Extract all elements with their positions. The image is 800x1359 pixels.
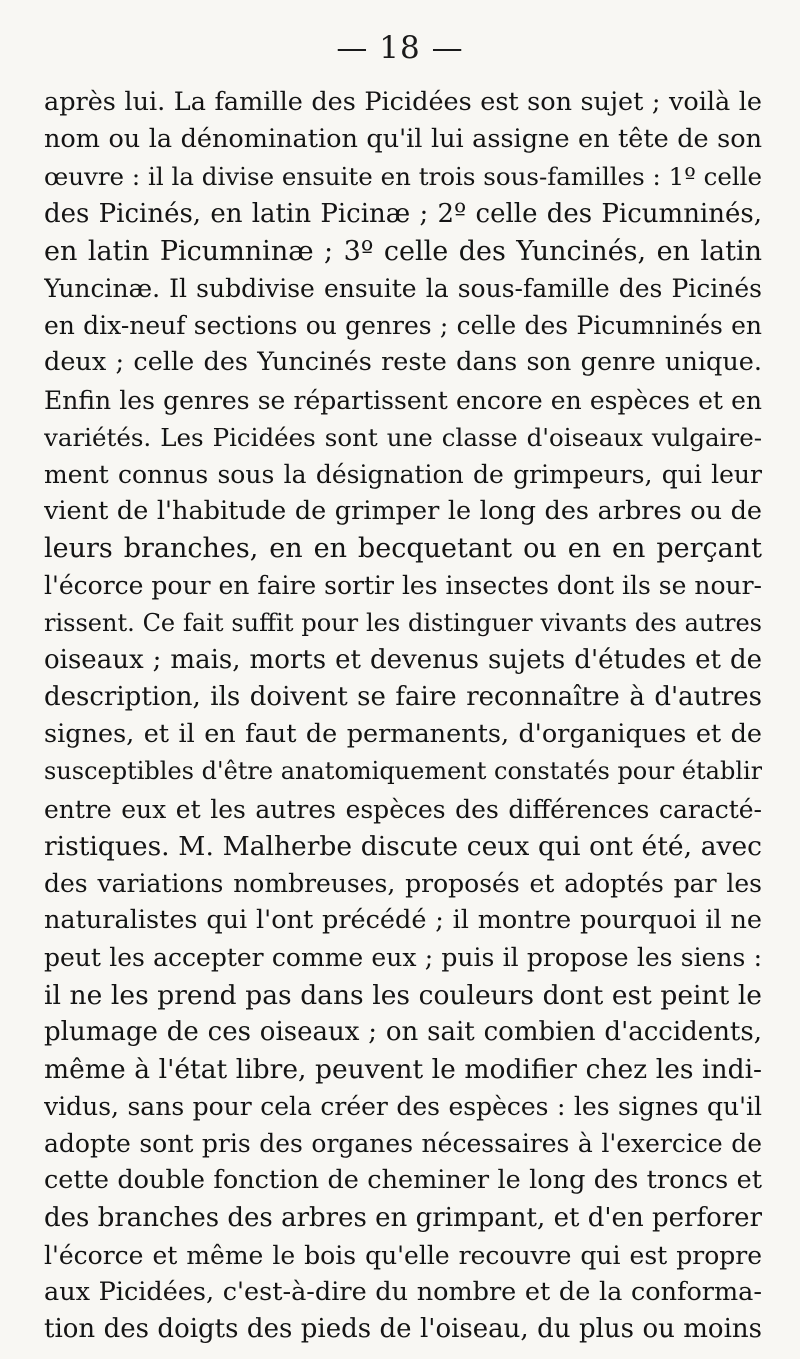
text-line: leurs branches, en en becquetant ou en en perçant <box>44 533 762 565</box>
text-line: nom ou la dénomination qu'il lui assigne en tête de son <box>44 124 762 155</box>
text-line: adopte sont pris des organes nécessaires à l'exercice de <box>44 1129 762 1159</box>
text-line: l'écorce pour en faire sortir les insectes dont ils se nour- <box>44 571 762 601</box>
text-line: en dix-neuf sections ou genres ; celle des Picumninés en <box>44 311 762 341</box>
text-line: entre eux et les autres espèces des différences caracté- <box>44 794 762 824</box>
text-line: rissent. Ce fait suffit pour les distinguer vivants des autres <box>44 608 762 637</box>
text-line: vient de l'habitude de grimper le long des arbres ou de <box>44 496 762 527</box>
text-line: ment connus sous la désignation de grimpeurs, qui leur <box>44 459 762 489</box>
text-line: aux Picidées, c'est-à-dire du nombre et de la conforma- <box>44 1277 762 1307</box>
text-line: cette double fonction de cheminer le long des troncs et <box>44 1165 762 1196</box>
text-line: l'écorce et même le bois qu'elle recouvre qui est propre <box>44 1240 762 1270</box>
text-line: susceptibles d'être anatomiquement constatés pour établir <box>44 757 762 786</box>
text-line: peut les accepter comme eux ; puis il propose les siens : <box>44 943 762 973</box>
text-line: vidus, sans pour cela créer des espèces : les signes qu'il <box>44 1092 762 1122</box>
text-line: description, ils doivent se faire reconnaître à d'autres <box>44 682 762 712</box>
page-number: — 18 — <box>336 30 464 66</box>
text-line: signes, et il en faut de permanents, d'organiques et de <box>44 719 762 750</box>
text-line: des branches des arbres en grimpant, et d'en perforer <box>44 1202 762 1233</box>
text-line: des Picinés, en latin Picinæ ; 2º celle des Picumninés, <box>44 198 762 229</box>
text-line: ristiques. M. Malherbe discute ceux qui ont été, avec <box>44 830 762 862</box>
text-line: il ne les prend pas dans les couleurs dont est peint le <box>44 979 762 1011</box>
text-line: naturalistes qui l'ont précédé ; il montre pourquoi il ne <box>44 905 762 936</box>
text-line: variétés. Les Picidées sont une classe d'oiseaux vulgaire- <box>44 422 762 452</box>
text-line: Yuncinæ. Il subdivise ensuite la sous-famille des Picinés <box>44 273 762 303</box>
text-line: plumage de ces oiseaux ; on sait combien d'accidents, <box>44 1016 762 1047</box>
text-line: œuvre : il la divise ensuite en trois sous-familles : 1º celle <box>44 162 762 192</box>
text-line: après lui. La famille des Picidées est son sujet ; voilà le <box>44 87 762 117</box>
text-line: des variations nombreuses, proposés et adoptés par les <box>44 868 762 898</box>
text-line: tion des doigts des pieds de l'oiseau, du plus ou moins <box>44 1314 762 1345</box>
text-line: oiseaux ; mais, morts et devenus sujets d'études et de <box>44 644 762 675</box>
text-line: Enfin les genres se répartissent encore en espèces et en <box>44 385 762 415</box>
body-text <box>44 84 762 1348</box>
text-line: même à l'état libre, peuvent le modifier chez les indi- <box>44 1053 762 1085</box>
text-line: en latin Picumninæ ; 3º celle des Yuncinés, en latin <box>44 235 762 267</box>
text-line: deux ; celle des Yuncinés reste dans son genre unique. <box>44 347 762 378</box>
